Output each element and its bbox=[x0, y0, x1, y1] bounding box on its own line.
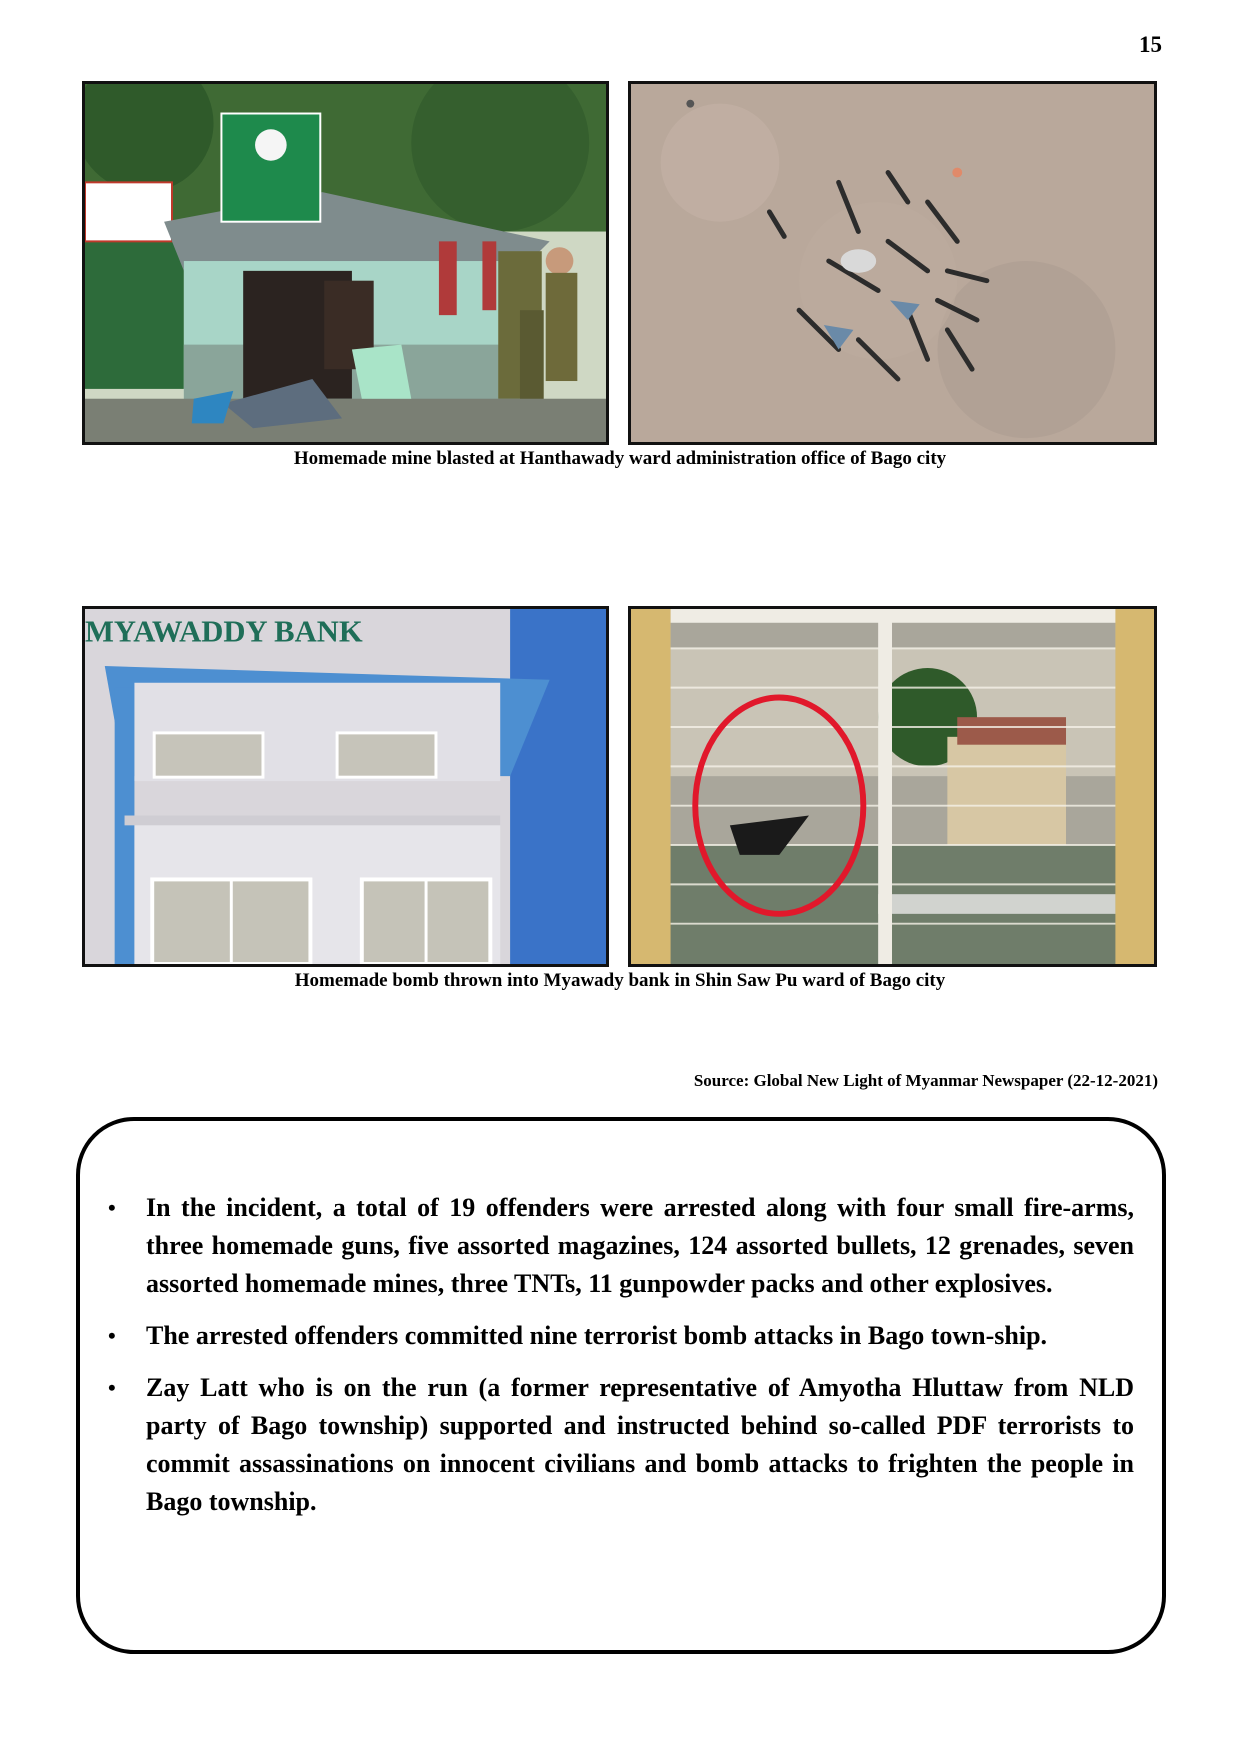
bank-sign-text: MYAWADDY BANK bbox=[85, 614, 363, 649]
broken-window-illustration bbox=[631, 609, 1154, 964]
summary-bullet-instigator bbox=[108, 1369, 1134, 1521]
summary-bullet-arrests bbox=[108, 1189, 1134, 1303]
bullet-text: The arrested offenders committed nine terrorist bomb attacks in Bago town-ship. bbox=[146, 1321, 1048, 1350]
photo-damaged-office bbox=[82, 81, 609, 445]
summary-box bbox=[76, 1117, 1166, 1654]
summary-bullet-attacks bbox=[108, 1317, 1134, 1355]
bullet-text: In the incident, a total of 19 offenders were arrested along with four small fire-arms, three homemade guns, five assorted magazines, 124 assorted bullets, 12 grenades, seven assorted homemade mines, three TNTs, 11 gunpowder packs and other explosives. bbox=[146, 1193, 1134, 1298]
bullet-icon: • bbox=[108, 1375, 116, 1400]
bullet-icon: • bbox=[108, 1195, 116, 1220]
damaged-office-illustration bbox=[85, 84, 606, 442]
bank-building-illustration bbox=[85, 609, 606, 964]
figure-caption-1: Homemade mine blasted at Hanthawady ward administration office of Bago city bbox=[293, 448, 947, 469]
bullet-text: Zay Latt who is on the run (a former representative of Amyotha Hluttaw from NLD party of Bago township) supported and instructed behind so-called PDF terrorists to commit assassinations on innocent civilians and bomb attacks to frighten the people in Bago township. bbox=[146, 1373, 1134, 1516]
nails-illustration bbox=[631, 84, 1154, 442]
summary-bullet-list bbox=[108, 1189, 1134, 1535]
photo-bank-building bbox=[82, 606, 609, 967]
bullet-icon: • bbox=[108, 1323, 116, 1348]
page-number: 15 bbox=[1139, 32, 1162, 57]
photo-broken-window bbox=[628, 606, 1157, 967]
source-citation: Source: Global New Light of Myanmar Newspaper (22-12-2021) bbox=[693, 1071, 1158, 1090]
figure-caption-2: Homemade bomb thrown into Myawady bank in Shin Saw Pu ward of Bago city bbox=[294, 970, 946, 991]
photo-nails-on-floor bbox=[628, 81, 1157, 445]
